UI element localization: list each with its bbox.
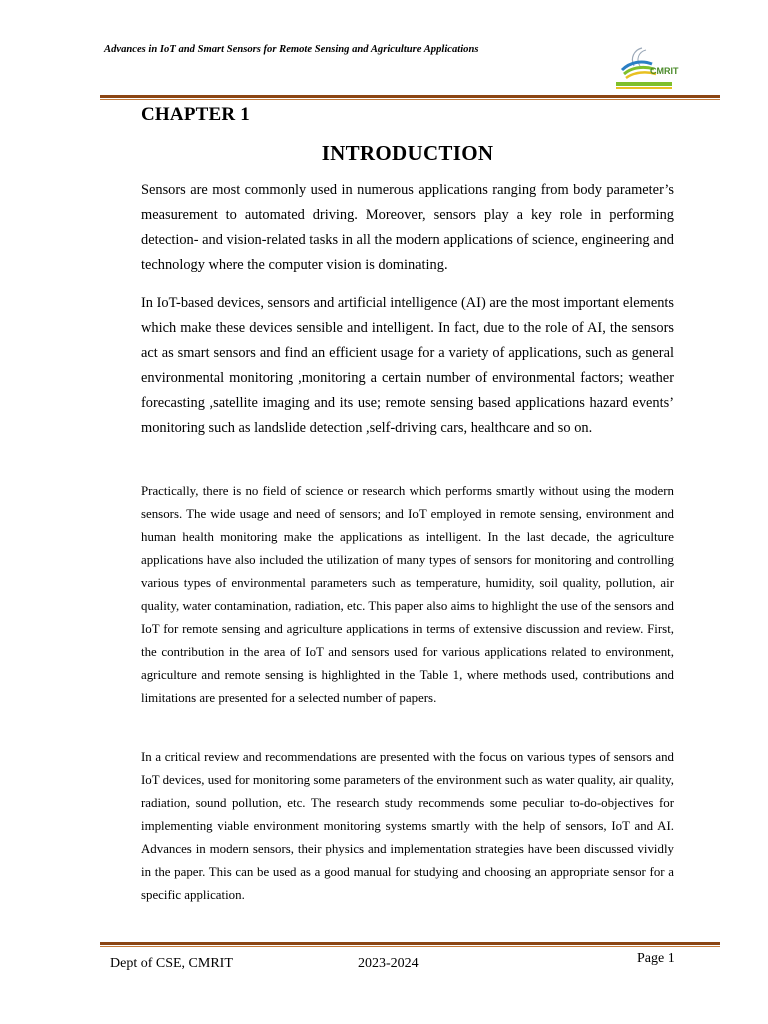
footer-year: 2023-2024 — [358, 956, 419, 971]
paragraph: In IoT-based devices, sensors and artificial intelligence (AI) are the most important elements which make these devices sensible and intelligent. In fact, due to the role of AI, the sensors act as smart sensors and find an efficient usage for a variety of applications, such as general environmental monitoring ,monitoring a certain number of environmental factors; weather forecasting ,satellite imaging and its use; remote sensing based applications hazard events’ monitoring such as landslide detection ,self-driving cars, healthcare and so on. — [141, 295, 674, 437]
paragraph: In a critical review and recommendations are presented with the focus on various types of sensors and IoT devices, used for monitoring some parameters of the environment such as water quality, air quality, radiation, sound pollution, etc. The research study recommends some peculiar to-do-objectives for implementing viable environment monitoring systems smartly with the help of sensors, IoT and AI. Advances in modern sensors, their physics and implementation strategies have been discussed vividly in the paper. This can be used as a good manual for studying and choosing an appropriate sensor for a specific application. — [141, 750, 674, 902]
running-header-title: Advances in IoT and Smart Sensors for Remote Sensing and Agriculture Applications — [104, 44, 479, 55]
logo-text: CMRIT — [650, 66, 679, 76]
footer-page-number: Page 1 — [637, 951, 675, 966]
paragraph: Practically, there is no field of science or research which performs smartly without using the modern sensors. The wide usage and need of sensors; and IoT employed in remote sensing, environment and human health monitoring make the applications as intelligent. In the last decade, the agriculture applications have also included the utilization of many types of sensors for monitoring and controlling various types of environmental parameters such as temperature, humidity, soil quality, pollution, air quality, water contamination, radiation, etc. This paper also aims to highlight the use of the sensors and IoT for remote sensing and agriculture applications in terms of extensive discussion and review. First, the contribution in the area of IoT and sensors used for various applications related to environment, agriculture and remote sensing is highlighted in the Table 1, where methods used, contributions and limitations are presented for a selected number of papers. — [141, 484, 674, 705]
header-rule — [100, 95, 720, 100]
cmrit-logo-icon — [612, 44, 679, 92]
cmrit-logo — [612, 44, 679, 92]
chapter-label: CHAPTER 1 — [141, 104, 250, 125]
paragraph: Sensors are most commonly used in numerous applications ranging from body parameter’s measurement to automated driving. Moreover, sensors play a key role in performing detection- and vision-related tasks in all the modern applications of science, engineering and technology where the computer vision is dominating. — [141, 182, 674, 274]
chapter-title: INTRODUCTION — [321, 141, 494, 165]
footer-department: Dept of CSE, CMRIT — [110, 956, 233, 971]
footer-rule — [100, 942, 720, 947]
